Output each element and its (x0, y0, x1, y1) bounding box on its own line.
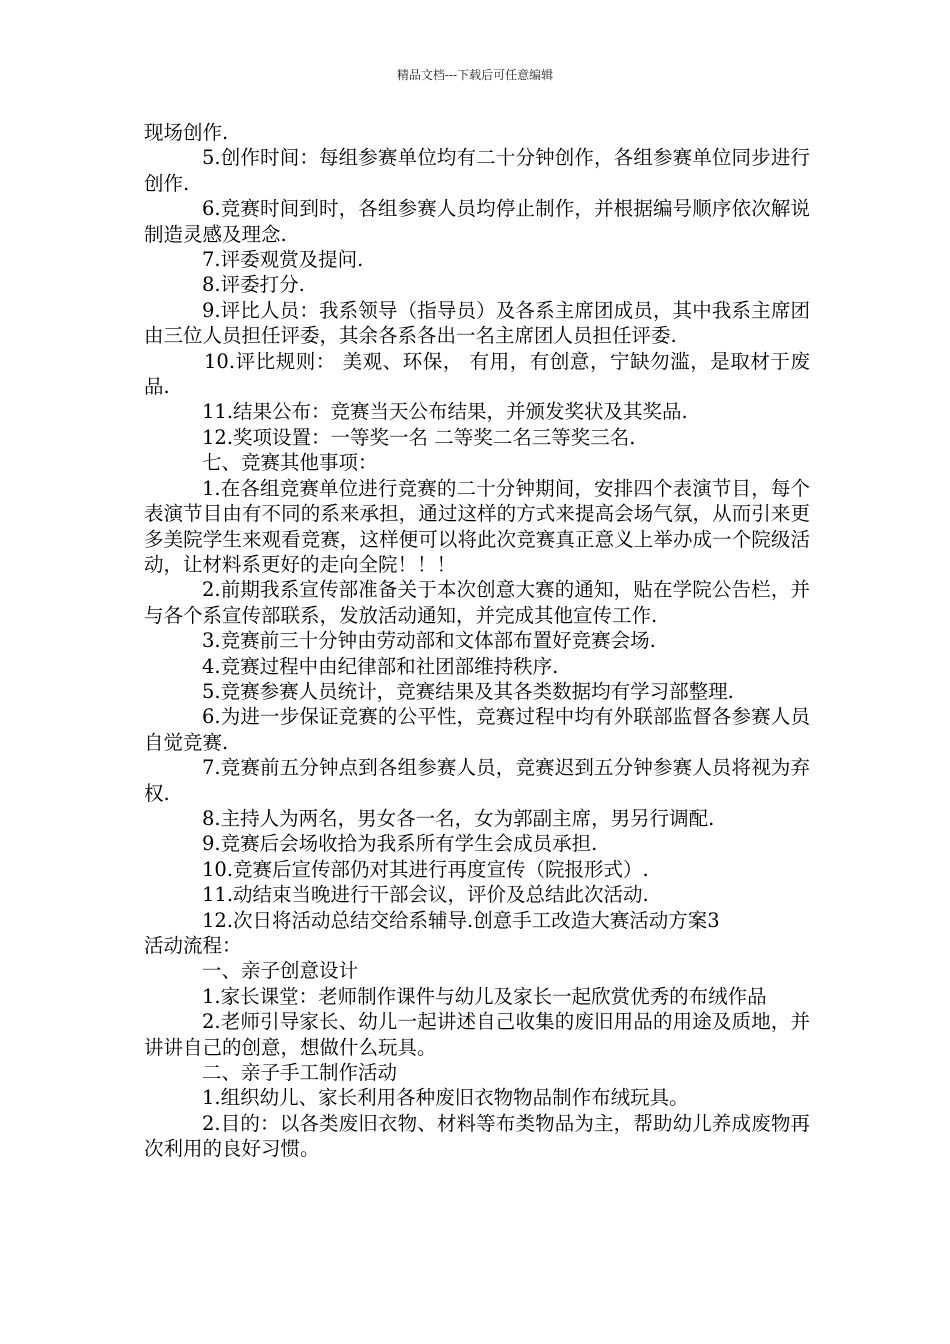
page-header: 精品文档---下载后可任意编辑 (396, 68, 554, 82)
paragraph: 5.创作时间：每组参赛单位均有二十分钟创作，各组参赛单位同步进行创作. (144, 146, 810, 195)
paragraph: 10.竞赛后宣传部仍对其进行再度宣传（院报形式）. (202, 857, 649, 881)
paragraph: 9.评比人员：我系领导（指导员）及各系主席团成员，其中我系主席团由三位人员担任评委，其余各系各出一名主席团人员担任评委. (144, 298, 810, 348)
paragraph: 1.在各组竞赛单位进行竞赛的二十分钟期间，安排四个表演节目，每个表演节目由有不同的系来承担，通过这样的方式来提高会场气氛，从而引来更多美院学生来观看竞赛，这样便可以将此次竞赛真正意义上举办成一个院级活动，让材料系更好的走向全院！！！ (144, 476, 810, 576)
paragraph: 7.竞赛前五分钟点到各组参赛人员，竞赛迟到五分钟参赛人员将视为弃权. (144, 756, 810, 805)
paragraph: 活动流程： (144, 934, 242, 957)
paragraph: 3.竞赛前三十分钟由劳动部和文体部布置好竞赛会场. (202, 629, 656, 653)
paragraph: 8.评委打分. (202, 273, 305, 297)
paragraph: 11.动结束当晚进行干部会议，评价及总结此次活动. (202, 883, 649, 907)
section-heading: 一、亲子创意设计 (202, 959, 359, 983)
paragraph: 2.目的：以各类废旧衣物、材料等布类物品为主，帮助幼儿养成废物再次利用的良好习惯。 (144, 1111, 810, 1161)
paragraph: 1.家长课堂：老师制作课件与幼儿及家长一起欣赏优秀的布绒作品 (202, 984, 767, 1008)
paragraph: 5.竞赛参赛人员统计，竞赛结果及其各类数据均有学习部整理. (202, 679, 734, 703)
paragraph: 2.老师引导家长、幼儿一起讲述自己收集的废旧用品的用途及质地，并讲讲自己的创意，想做什么玩具。 (144, 1010, 810, 1059)
section-heading: 七、竞赛其他事项： (202, 451, 378, 475)
paragraph: 7.评委观赏及提问. (202, 248, 364, 272)
paragraph: 1.组织幼儿、家长利用各种废旧衣物物品制作布绒玩具。 (202, 1086, 689, 1110)
paragraph: 现场创作. (144, 121, 229, 144)
document-body (144, 120, 810, 1162)
paragraph: 12.奖项设置：一等奖一名 二等奖二名三等奖三名. (202, 425, 636, 449)
paragraph: 6.为进一步保证竞赛的公平性，竞赛过程中均有外联部监督各参赛人员自觉竞赛. (144, 705, 810, 754)
paragraph: 11.结果公布：竞赛当天公布结果，并颁发奖状及其奖品. (202, 400, 688, 424)
paragraph: 10.评比规则： 美观、环保， 有用，有创意，宁缺勿滥，是取材于废品. (144, 349, 810, 399)
paragraph: 2.前期我系宣传部准备关于本次创意大赛的通知，贴在学院公告栏，并与各个系宣传部联系，发放活动通知，并完成其他宣传工作. (144, 578, 810, 627)
section-heading: 二、亲子手工制作活动 (202, 1061, 398, 1085)
paragraph: 12.次日将活动总结交给系辅导.创意手工改造大赛活动方案3 (202, 908, 720, 932)
paragraph: 6.竞赛时间到时，各组参赛人员均停止制作，并根据编号顺序依次解说制造灵感及理念. (144, 197, 810, 246)
paragraph: 4.竞赛过程中由纪律部和社团部维持秩序. (202, 654, 559, 678)
paragraph: 9.竞赛后会场收拾为我系所有学生会成员承担. (202, 832, 598, 856)
paragraph: 8.主持人为两名，男女各一名，女为郭副主席，男另行调配. (202, 806, 715, 830)
